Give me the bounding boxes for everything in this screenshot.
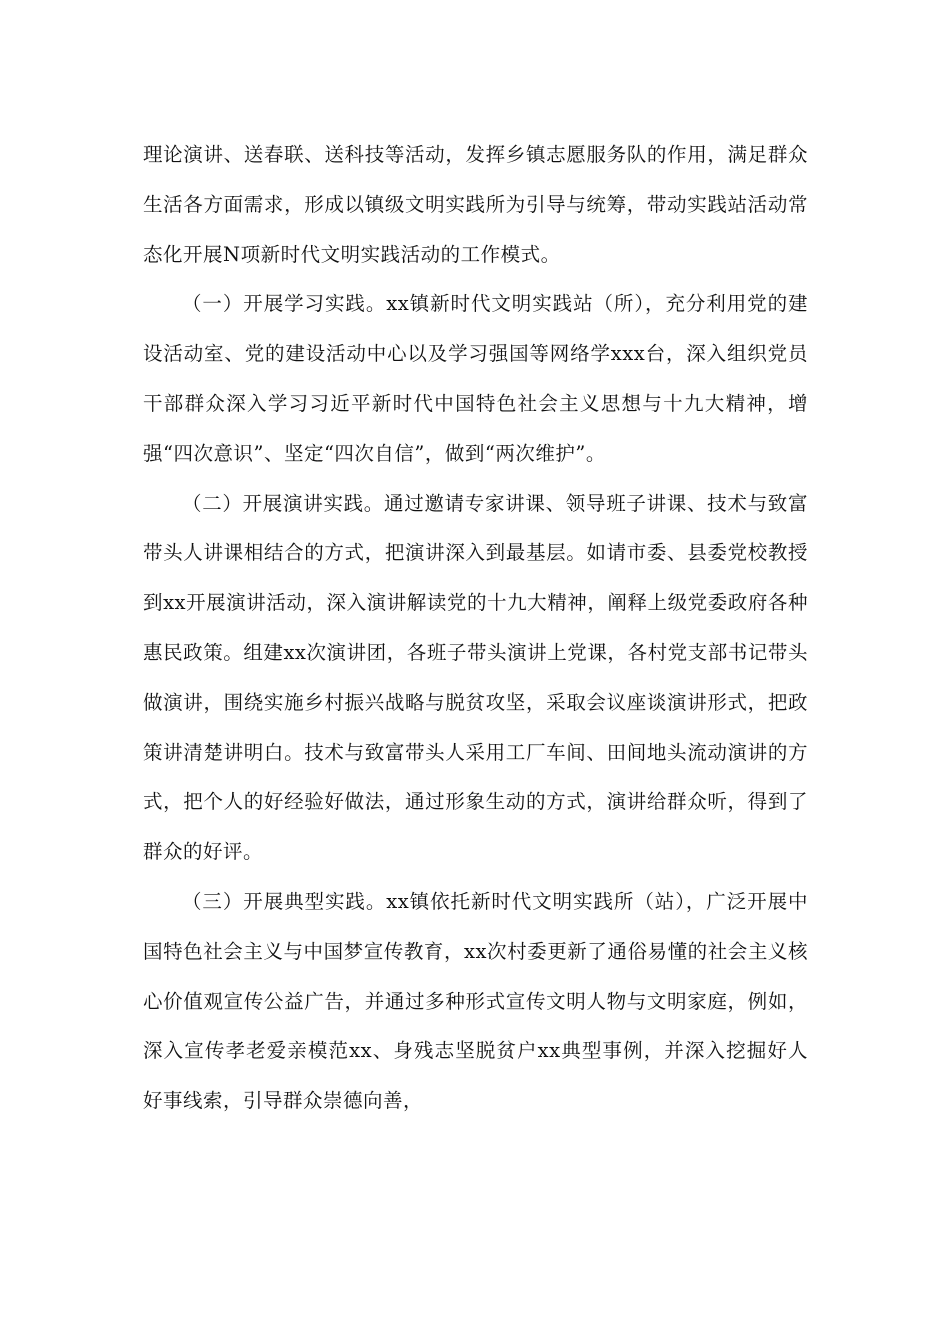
body-text bbox=[143, 130, 808, 1126]
paragraph-continuation: 理论演讲、送春联、送科技等活动，发挥乡镇志愿服务队的作用，满足群众生活各方面需求，形成以镇级文明实践所为引导与统筹，带动实践站活动常态化开展N项新时代文明实践活动的工作模式。 bbox=[143, 143, 808, 266]
paragraph-study-practice: （一）开展学习实践。xx镇新时代文明实践站（所），充分利用党的建设活动室、党的建设活动中心以及学习强国等网络学xxx台，深入组织党员干部群众深入学习习近平新时代中国特色社会主义思想与十九大精神，增强“四次意识”、坚定“四次自信”，做到“两次维护”。 bbox=[143, 292, 808, 465]
paragraph-model-practice: （三）开展典型实践。xx镇依托新时代文明实践所（站），广泛开展中国特色社会主义与中国梦宣传教育，xx次村委更新了通俗易懂的社会主义核心价值观宣传公益广告，并通过多种形式宣传文明人物与文明家庭，例如，深入宣传孝老爱亲模范xx、身残志坚脱贫户xx典型事例，并深入挖掘好人好事线索，引导群众崇德向善， bbox=[143, 889, 808, 1113]
paragraph-lecture-practice: （二）开展演讲实践。通过邀请专家讲课、领导班子讲课、技术与致富带头人讲课相结合的方式，把演讲深入到最基层。如请市委、县委党校教授到xx开展演讲活动，深入演讲解读党的十九大精神，阐释上级党委政府各种惠民政策。组建xx次演讲团，各班子带头演讲上党课，各村党支部书记带头做演讲，围绕实施乡村振兴战略与脱贫攻坚，采取会议座谈演讲形式，把政策讲清楚讲明白。技术与致富带头人采用工厂车间、田间地头流动演讲的方式，把个人的好经验好做法，通过形象生动的方式，演讲给群众听，得到了群众的好评。 bbox=[143, 491, 808, 864]
